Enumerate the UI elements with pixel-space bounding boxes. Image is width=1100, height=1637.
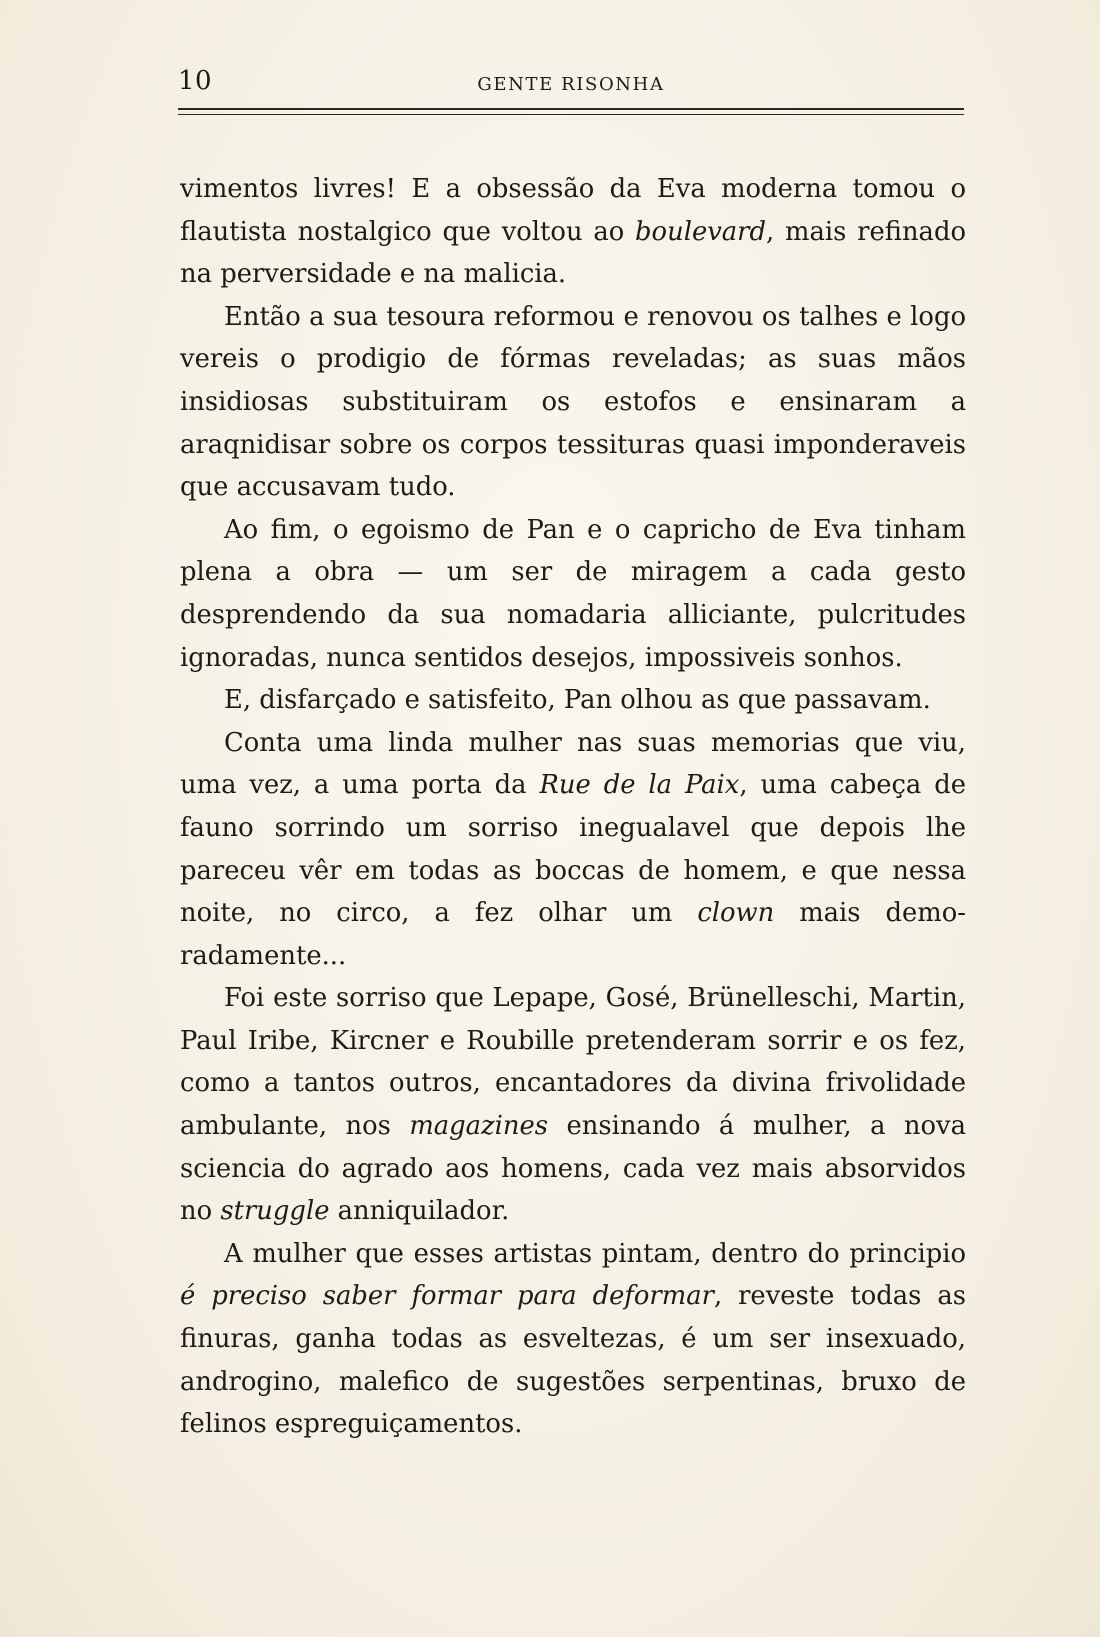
text-run: Então a sua tesoura reformou e renovou os talhes e logo vereis o prodigio de fórmas reveladas; as suas mãos insidiosas substituiram os estofos e ensinaram a araqnidisar sobre os corpos tessituras quasi imponderaveis que accusavam tudo. — [180, 301, 966, 503]
paragraph — [180, 296, 966, 509]
running-title: GENTE RISONHA — [477, 74, 665, 95]
page-header — [178, 66, 964, 106]
paragraph — [180, 509, 966, 679]
italic-phrase: magazines — [409, 1111, 549, 1142]
paragraph — [180, 722, 966, 978]
italic-phrase: é preciso saber formar para deformar — [180, 1281, 714, 1312]
text-run: anniquilador. — [329, 1196, 510, 1227]
text-run: E, disfarçado e satisfeito, Pan olhou as que passavam. — [224, 685, 931, 716]
italic-phrase: boulevard — [635, 216, 767, 247]
paragraph — [180, 1233, 966, 1446]
text-run: , reveste todas as finuras, ganha todas as esveltezas, é um ser insexuado, androgino, malefico de sugestões serpentinas, bruxo de felinos espreguiçamentos. — [180, 1281, 966, 1440]
body-text — [180, 168, 966, 1446]
text-run: ensinando á mulher, a nova sciencia do agrado aos homens, cada vez mais absorvidos no — [180, 1111, 966, 1227]
text-run: A mulher que esses artistas pintam, dentro do principio — [224, 1238, 966, 1269]
text-run: , uma cabeça de fauno sorrindo um sorriso inegualavel que depois lhe pareceu vêr em todas as boccas de homem, e que nessa noite, no circo, a fez olhar um — [180, 770, 966, 929]
text-run: Conta uma linda mulher nas suas memorias que viu, uma vez, a uma porta da — [180, 727, 966, 801]
page-number: 10 — [178, 66, 213, 96]
paragraph — [180, 168, 966, 296]
text-run: mais demoradamente... — [180, 898, 967, 971]
italic-phrase: clown — [697, 898, 775, 929]
text-run: vimentos livres! E a obsessão da Eva moderna tomou o flautista nostalgico que voltou ao — [180, 174, 966, 247]
text-run: Foi este sorriso que Lepape, Gosé, Brünelleschi, Martin, Paul Iribe, Kircner e Roubille pretenderam sorrir e os fez, como a tantos outros, encantadores da divina frivolidade ambulante, nos — [180, 983, 966, 1142]
text-run: , mais refinado na perversidade e na malicia. — [180, 216, 966, 290]
header-rule-thin — [178, 114, 964, 115]
italic-phrase: struggle — [220, 1196, 330, 1227]
paragraph — [180, 679, 966, 722]
text-run: Ao fim, o egoismo de Pan e o capricho de Eva tinham plena a obra — um ser de miragem a cada gesto desprendendo da sua nomadaria alliciante, pulcritudes ignoradas, nunca sentidos desejos, impossiveis sonhos. — [180, 514, 966, 673]
paragraph — [180, 977, 966, 1233]
italic-phrase: Rue de la Paix — [539, 770, 740, 801]
header-rule-thick — [178, 108, 964, 110]
